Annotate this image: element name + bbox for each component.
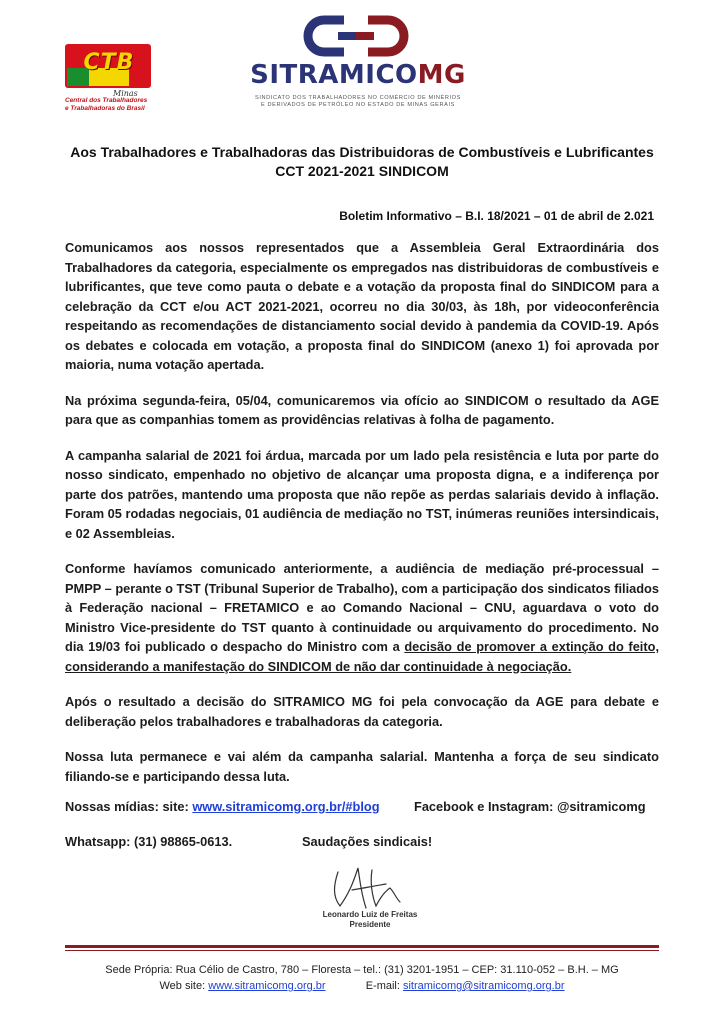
sitramico-logo-name-main: SITRAMICO [250,60,418,90]
document-title-line-1: Aos Trabalhadores e Trabalhadoras das Distribuidoras de Combustíveis e Lubrificantes [70,144,654,160]
paragraph-4-underlined-text: decisão de promover a extinção do feito, considerando a manifestação do SINDICOM de não dar continuidade à negociação. [65,639,659,674]
paragraph-6: Nossa luta permanece e vai além da campanha salarial. Mantenha a força de seu sindicato filiando-se e participando dessa luta. [65,749,659,784]
handwritten-signature [310,862,430,912]
paragraph-2: Na próxima segunda-feira, 05/04, comunicaremos via ofício ao SINDICOM o resultado da AGE para que as companhias tomem as providências relativas à folha de pagamento. [65,392,659,427]
ctb-logo-subtitle: Central dos Trabalhadores e Trabalhadoras do Brasil [65,97,148,112]
paragraph-3: A campanha salarial de 2021 foi árdua, marcada por um lado pela resistência e luta por parte do nosso sindicato, empenhado no objetivo de alcançar uma proposta digna, e a indiferença por parte dos patrões, mantendo uma proposta que não repõe as perdas salariais devido à inflação. Foram 05 rodadas negociais, 01 audiência de mediação no TST, inúmeras reuniões intersindicais, e 02 Assembleias. [65,447,659,541]
sitramico-emblem-icon [298,14,414,58]
footer [40,962,684,994]
paragraph-1: Comunicamos aos nossos representados que a Assembleia Geral Extraordinária dos Trabalhadores da categoria, especialmente os empregados nas distribuidoras de combustíveis e lubrificantes, que teve como pauta o debate e a votação da proposta final do SINDICOM para a celebração da CCT e/ou ACT 2021-2021, ocorreu no dia 30/03, às 18h, por videoconferência respeitando as recomendações de distanciamento social devido à pandemia da COVID-19. Após os debates e colocada em votação, a proposta final do SINDICOM (anexo 1) foi aprovada por maioria, numa votação apertada. [65,240,659,372]
ctb-logo [65,44,157,112]
sitramico-logo-name [248,60,468,90]
letterhead [0,0,724,125]
document-body [65,238,659,802]
footer-web-label: Web site: [159,980,209,992]
signatory-block [305,910,435,930]
document-title [40,143,684,181]
ctb-logo-word: CTB [83,50,135,75]
sitramico-logo-tagline: SINDICATO DOS TRABALHADORES NO COMÉRCIO DE MINÉRIOS E DERIVADOS DE PETRÓLEO NO ESTADO DE MINAS GERAIS [255,95,461,108]
footer-address: Sede Própria: Rua Célio de Castro, 780 – Floresta – tel.: (31) 3201-1951 – CEP: 31.110-052 – B.H. – MG [105,964,619,976]
whatsapp-contact: Whatsapp: (31) 98865-0613. [65,834,233,849]
media-label: Nossas mídias: site: [65,799,193,814]
blog-link[interactable]: www.sitramicomg.org.br/#blog [192,799,380,814]
ctb-logo-region: Minas [113,89,138,98]
bulletin-reference: Boletim Informativo – B.I. 18/2021 – 01 de abril de 2.021 [339,209,654,223]
sitramico-logo-name-suffix: MG [417,60,466,90]
closing-greeting: Saudações sindicais! [302,834,433,849]
document-title-line-2: CCT 2021-2021 SINDICOM [275,163,449,179]
footer-divider-thick [65,945,659,948]
footer-website-link[interactable]: www.sitramicomg.org.br [208,980,326,992]
social-handles: Facebook e Instagram: @sitramicomg [414,799,646,814]
footer-divider-thin [65,950,659,951]
signatory-role: Presidente [349,920,391,929]
footer-email-label: E-mail: [365,980,403,992]
paragraph-4-text: Conforme havíamos comunicado anteriormente, a audiência de mediação pré-processual – PMPP – perante o TST (Tribunal Superior de Trabalho), com a participação dos sindicatos filiados à Federação nacional – FRETAMICO e ao Comando Nacional – CNU, aguardava o voto do Ministro Vice-presidente do TST quanto à continuidade ou arquivamento do procedimento. No dia 19/03 foi publicado o despacho do Ministro com a [65,561,659,654]
footer-email-link[interactable]: sitramicomg@sitramicomg.org.br [402,980,565,992]
footer-web-line [40,978,684,994]
paragraph-5: Após o resultado a decisão do SITRAMICO MG foi pela convocação da AGE para debate e deliberação pelos trabalhadores e trabalhadoras da categoria. [65,694,659,729]
sitramico-logo [248,14,468,114]
media-line [65,799,380,814]
paragraph-4 [65,559,659,676]
signatory-name: Leonardo Luiz de Freitas [322,910,418,919]
